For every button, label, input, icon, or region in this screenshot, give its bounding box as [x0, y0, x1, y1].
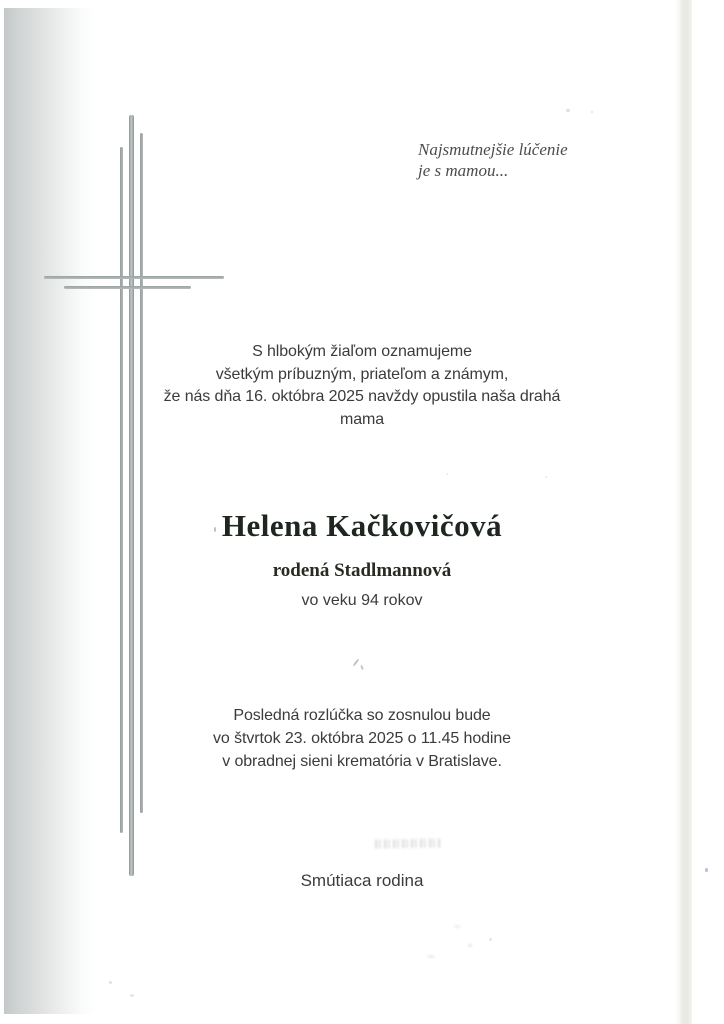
- scan-speck: [468, 944, 472, 947]
- age-line: vo veku 94 rokov: [301, 592, 423, 609]
- scan-speck: [360, 665, 364, 670]
- print-through-smudge: [375, 838, 441, 848]
- funeral-paragraph: [0, 704, 724, 773]
- scan-speck: [109, 981, 112, 984]
- cross-horizontal-lower: [64, 286, 191, 289]
- scan-speck: [545, 476, 547, 478]
- scan-speck: [352, 658, 359, 666]
- announcement-line-1: S hlbokým žiaľom oznamujeme: [252, 343, 472, 360]
- quote-line-2: je s mamou...: [418, 161, 509, 180]
- funeral-line-2: vo štvrtok 23. októbra 2025 o 11.45 hodine: [213, 730, 511, 747]
- funeral-line-1: Posledná rozlúčka so zosnulou bude: [233, 707, 491, 724]
- maiden-name: rodená Stadlmannová: [272, 560, 452, 581]
- announcement-line-3: že nás dňa 16. októbra 2025 navždy opustila naša drahá: [163, 388, 561, 405]
- scan-speck: [214, 527, 216, 532]
- deceased-name: Helena Kačkovičová: [221, 508, 503, 543]
- closing-line: Smútiaca rodina: [300, 871, 424, 890]
- scan-speck: [566, 109, 570, 112]
- scan-speck-blue: [705, 868, 708, 872]
- scan-speck: [446, 473, 448, 475]
- announcement-paragraph: [0, 341, 724, 431]
- scan-speck: [130, 994, 134, 997]
- scan-speck: [591, 111, 593, 113]
- funeral-line-3: v obradnej sieni krematória v Bratislave.: [222, 753, 502, 770]
- scan-speck: [427, 955, 435, 958]
- cross-horizontal-upper: [44, 276, 224, 279]
- condolence-quote: [418, 139, 568, 181]
- scan-speck: [489, 938, 492, 941]
- announcement-line-4: mama: [339, 410, 385, 428]
- announcement-line-2: všetkým príbuzným, priateľom a známym,: [215, 365, 509, 383]
- scan-speck: [454, 925, 460, 928]
- quote-line-1: Najsmutnejšie lúčenie: [418, 140, 568, 159]
